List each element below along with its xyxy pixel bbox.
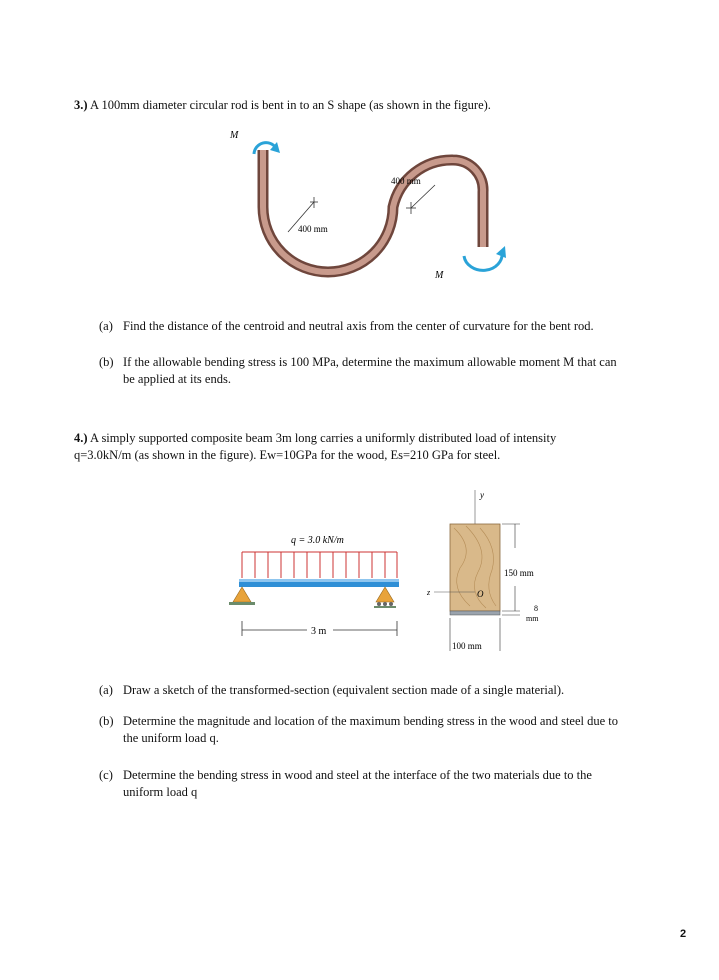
moment-label-top: M bbox=[230, 130, 239, 141]
cross-section-figure bbox=[420, 488, 570, 658]
q4-statement bbox=[74, 430, 694, 464]
beam-figure bbox=[225, 528, 415, 653]
q4-part-a: (a) Draw a sketch of the transformed-section (equivalent section made of a single material). bbox=[99, 683, 565, 697]
q4-text-line1: A simply supported composite beam 3m long carries a uniformly distributed load of intensity bbox=[89, 431, 557, 445]
span-label: 3 m bbox=[311, 626, 327, 637]
q4-number: 4.) bbox=[74, 431, 88, 445]
q4-part-c: (c) Determine the bending stress in wood and steel at the interface of the two materials due to the uniform load q bbox=[99, 768, 592, 799]
q3-number: 3.) bbox=[74, 98, 88, 112]
q3-statement bbox=[74, 97, 694, 114]
moment-label-bottom: M bbox=[435, 270, 444, 281]
origin-label: O bbox=[477, 589, 484, 599]
moment-arrow-bottom bbox=[464, 252, 502, 270]
s-rod-figure bbox=[220, 122, 510, 287]
steel-thickness-label: 8 bbox=[534, 604, 538, 613]
q3-text: A 100mm diameter circular rod is bent in to an S shape (as shown in the figure). bbox=[89, 98, 491, 112]
q3-part-a: (a) Find the distance of the centroid and neutral axis from the center of curvature for the bent rod. bbox=[99, 319, 594, 333]
height-label: 150 mm bbox=[504, 568, 534, 578]
q3-part-b: (b) If the allowable bending stress is 100 MPa, determine the maximum allowable moment M that can be applied at its ends. bbox=[99, 355, 617, 386]
y-axis-label: y bbox=[480, 490, 484, 500]
q4-text-line2: q=3.0kN/m (as shown in the figure). Ew=10GPa for the wood, Es=210 GPa for steel. bbox=[74, 448, 501, 462]
radius-label-left: 400 mm bbox=[298, 224, 328, 234]
steel-thickness-unit: mm bbox=[526, 614, 539, 623]
radius-label-right: 400 mm bbox=[391, 176, 421, 186]
z-axis-label: z bbox=[427, 588, 431, 597]
width-label: 100 mm bbox=[452, 641, 482, 651]
q4-part-b: (b) Determine the magnitude and location of the maximum bending stress in the wood and steel due to the uniform load q. bbox=[99, 714, 619, 745]
page-number: 2 bbox=[680, 928, 687, 940]
load-label: q = 3.0 kN/m bbox=[291, 535, 344, 546]
